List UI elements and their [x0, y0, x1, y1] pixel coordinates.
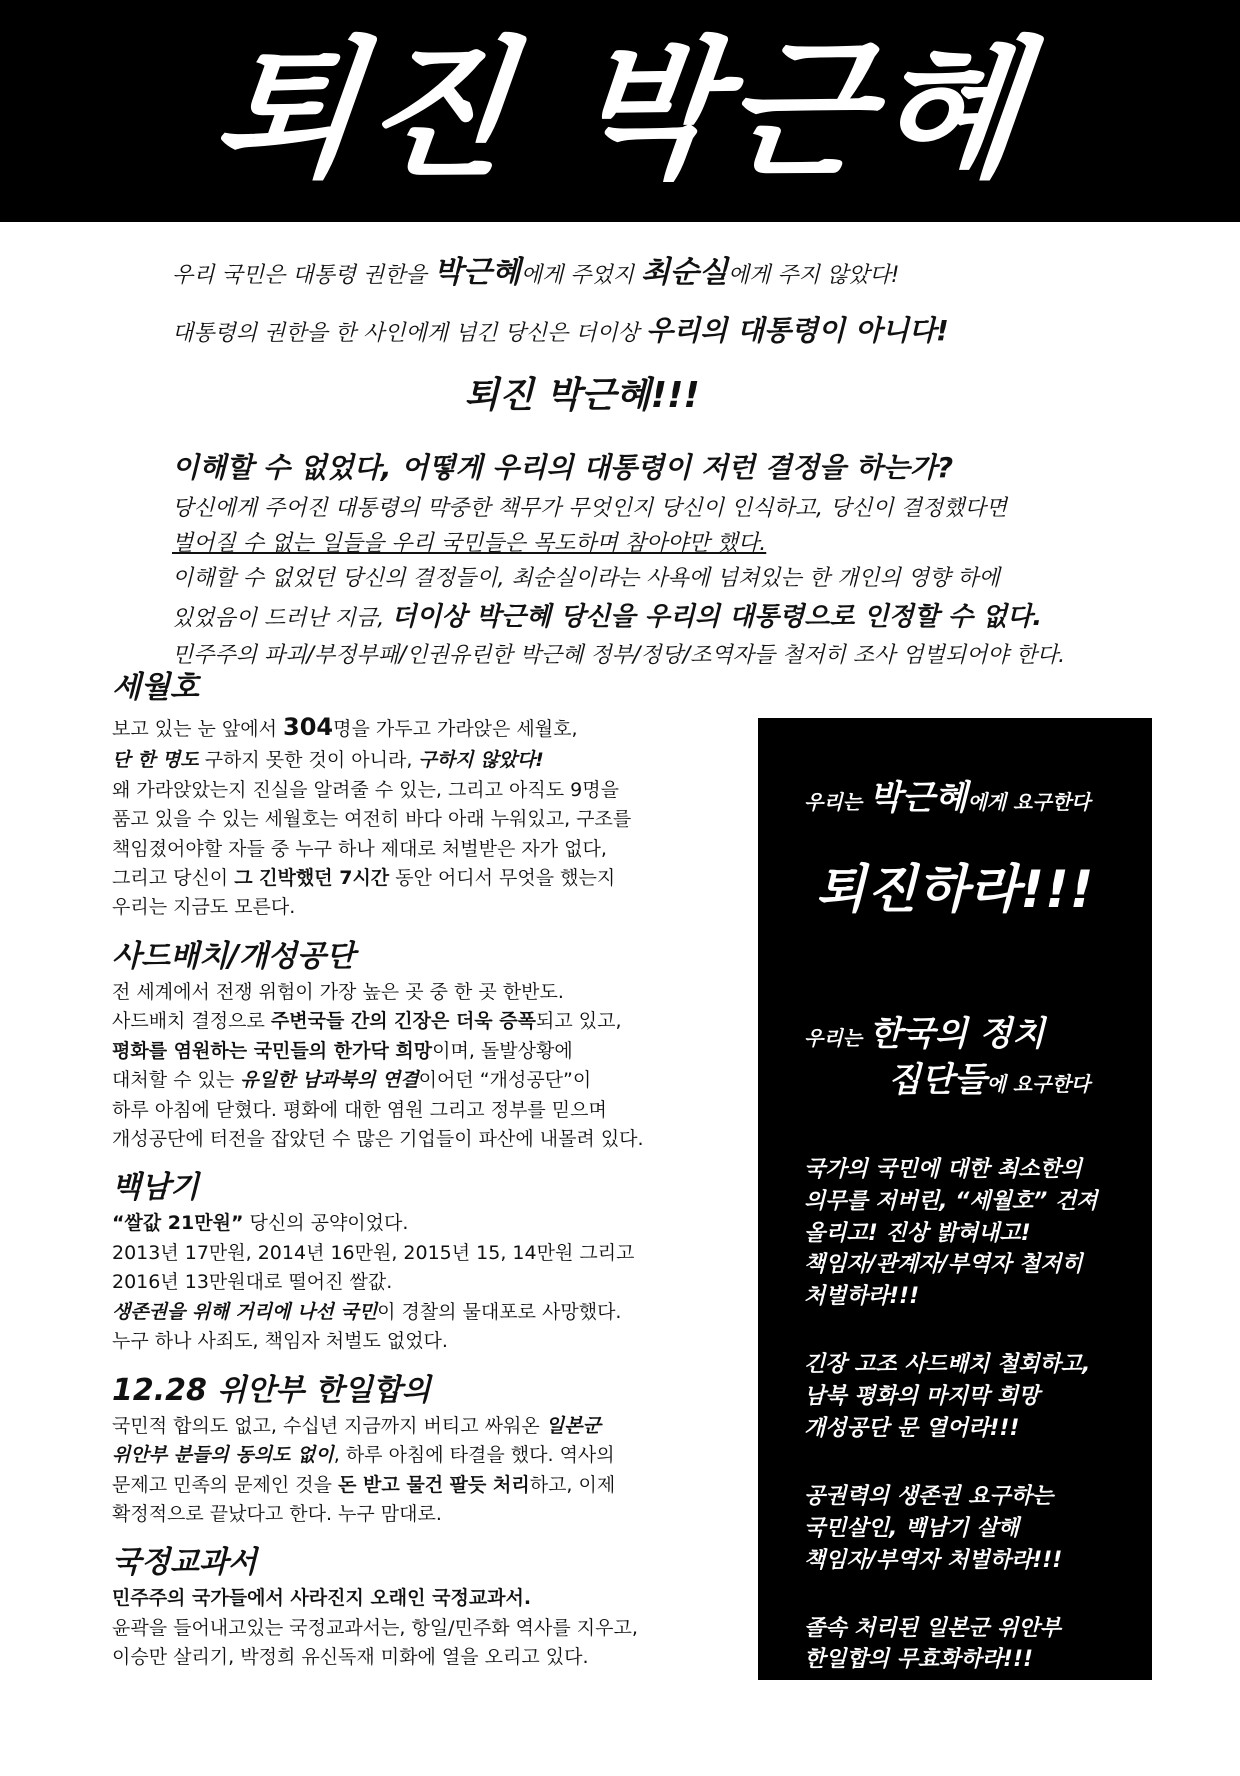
section-title: 사드배치/개성공단 — [112, 938, 355, 974]
text: 사드배치 결정으로 — [112, 1010, 271, 1033]
emphasis: 304 — [283, 713, 334, 741]
text: , 하루 아침에 타결을 했다. 역사의 — [333, 1444, 615, 1467]
demand-line: 국정교과서 폐지하라!!! — [804, 1747, 1034, 1773]
section-line: 2016년 13만원대로 떨어진 쌀값. — [112, 1271, 393, 1294]
text: 구하지 못한 것이 아니라, — [198, 749, 419, 772]
emphasis: 우리의 대통령이 아니다! — [646, 313, 949, 347]
section-sewol — [112, 668, 722, 923]
section-title: 12.28 위안부 한일합의 — [112, 1372, 431, 1408]
demand-line: 긴장 고조 사드배치 철회하고, — [804, 1352, 1091, 1378]
section-line: 왜 가라앉았는지 진실을 알려줄 수 있는, 그리고 아직도 9명을 — [112, 778, 619, 801]
text: 하고, 이제 — [529, 1473, 616, 1496]
emphasis: 평화를 염원하는 국민들의 한가닥 희망 — [112, 1039, 433, 1062]
text: 우리는 — [804, 1026, 869, 1050]
section-line — [112, 1584, 722, 1613]
section-line: 윤곽을 들어내고있는 국정교과서는, 항일/민주화 역사를 지우고, — [112, 1616, 638, 1639]
emphasis: “쌀값 21만원” — [112, 1212, 244, 1235]
text: 우리는 — [804, 790, 869, 814]
section-title: 국정교과서 — [112, 1545, 257, 1581]
section-line — [112, 1037, 722, 1066]
emphasis: 유일한 남과북의 연결 — [240, 1069, 419, 1092]
demand-item-thaad — [804, 1349, 1122, 1445]
section-line: 2013년 17만원, 2014년 16만원, 2015년 15, 14만원 그리고 — [112, 1241, 635, 1264]
slogan: 퇴진 박근혜!!! — [464, 374, 700, 416]
text: 국민적 합의도 없고, 수십년 지금까지 버티고 싸워온 — [112, 1414, 546, 1437]
section-line: 우리는 지금도 모른다. — [112, 896, 296, 919]
section-line — [112, 1066, 722, 1095]
emphasis: 일본군 — [545, 1414, 601, 1437]
demand-line: 책임자/부역자 처벌하라!!! — [804, 1547, 1063, 1573]
emphasis: 구하지 않았다! — [418, 749, 544, 772]
emphasis: 더이상 박근혜 당신을 우리의 대통령으로 인정할 수 없다. — [391, 601, 1043, 632]
intro-line-1 — [172, 250, 1162, 297]
text: 이며, 돌발상황에 — [432, 1039, 573, 1062]
resign-cry: 퇴진하라!!! — [815, 860, 1095, 920]
text: 그리고 당신이 — [112, 866, 235, 889]
intro-para-line: 벌어질 수 없는 일들을 우리 국민들은 목도하며 참아야만 했다. — [172, 531, 767, 557]
text: 당신의 공약이었다. — [243, 1212, 409, 1235]
section-line — [112, 746, 722, 775]
text: 동안 어디서 무엇을 했는지 — [389, 866, 616, 889]
section-line: 하루 아침에 닫혔다. 평화에 대한 염원 그리고 정부를 믿으며 — [112, 1098, 607, 1121]
section-line: 확정적으로 끝났다고 한다. 누구 맘대로. — [112, 1502, 442, 1525]
demand-line: 국민살인, 백남기 살해 — [804, 1515, 1019, 1541]
intro-para-line — [172, 597, 1162, 639]
section-textbook — [112, 1543, 722, 1672]
demands-box — [758, 718, 1152, 1773]
section-line: 전 세계에서 전쟁 위험이 가장 높은 곳 중 한 곳 한반도. — [112, 980, 564, 1003]
intro-block — [172, 250, 1162, 673]
section-thaad — [112, 937, 722, 1155]
text: 보고 있는 눈 앞에서 — [112, 718, 283, 740]
demand-line: 국가의 국민에 대한 최소한의 — [804, 1156, 1083, 1182]
emphasis: 한국의 정치 — [868, 1014, 1045, 1054]
demand-to-park — [804, 770, 1122, 819]
text: 에게 주었지 — [520, 263, 641, 288]
emphasis: 그 긴박했던 7시간 — [234, 866, 390, 889]
section-line — [112, 709, 722, 746]
text: 문제고 민족의 문제인 것을 — [112, 1473, 339, 1496]
question-heading: 이해할 수 없었다, 어떻게 우리의 대통령이 저런 결정을 하는가? — [172, 450, 954, 484]
emphasis: 집단들 — [888, 1059, 987, 1100]
emphasis: 최순실 — [640, 255, 728, 290]
emphasis: 박근혜 — [433, 255, 521, 290]
text: 대통령의 권한을 한 사인에게 넘긴 당신은 더이상 — [172, 320, 646, 346]
section-line: 이승만 살리기, 박정희 유신독재 미화에 열을 오리고 있다. — [112, 1646, 589, 1669]
text: 에 요구한다 — [986, 1071, 1091, 1096]
section-line — [112, 1441, 722, 1470]
header-banner — [0, 0, 1240, 222]
section-comfort-women — [112, 1371, 722, 1530]
demand-item-textbook — [804, 1712, 1122, 1776]
intro-para-line: 민주주의 파괴/부정부패/인권유린한 박근혜 정부/정당/조역자들 철저히 조사 엄벌되어야 한다. — [172, 643, 1066, 669]
emphasis: 위안부 분들의 동의도 없이 — [112, 1444, 334, 1467]
intro-line-2 — [172, 309, 1162, 352]
intro-para-line: 이해할 수 없었던 당신의 결정들이, 최순실이라는 사욕에 넘쳐있는 한 개인의 영향 하에 — [172, 566, 1000, 592]
demand-to-parties — [804, 1012, 1122, 1104]
demand-line: 개성공단 문 열어라!!! — [804, 1416, 1020, 1442]
text: 에게 주지 않았다! — [727, 263, 900, 288]
emphasis: 민주주의 국가들에서 사라진지 오래인 국정교과서. — [112, 1587, 532, 1610]
demand-line: 남북 평화의 마지막 희망 — [804, 1384, 1040, 1410]
text: 이 경찰의 물대포로 사망했다. — [377, 1300, 622, 1323]
emphasis: 단 한 명도 — [112, 749, 199, 772]
page-title: 퇴진 박근혜 — [204, 24, 1036, 198]
section-line: 개성공단에 터전을 잡았던 수 많은 기업들이 파산에 내몰려 있다. — [112, 1128, 644, 1150]
demand-line: 처벌하라!!! — [804, 1284, 920, 1310]
demand-line: 민주주의 역행, 역사 왜곡 — [804, 1715, 1048, 1741]
section-line: 책임졌어야할 자들 중 누구 하나 제대로 처벌받은 자가 없다, — [112, 837, 607, 860]
demand-item-baek — [804, 1481, 1122, 1577]
section-title: 세월호 — [112, 670, 199, 705]
demand-line: 올리고! 진상 밝혀내고! — [804, 1220, 1031, 1246]
text: 우리 국민은 대통령 권한을 — [172, 263, 434, 288]
text: 되고 있고, — [535, 1010, 622, 1033]
demand-line: 책임자/관계자/부역자 철저히 — [804, 1252, 1083, 1278]
section-baek — [112, 1168, 722, 1356]
emphasis: 생존권을 위해 거리에 나선 국민 — [112, 1300, 378, 1323]
section-line — [112, 1471, 722, 1500]
text: 이어던 “개성공단”이 — [418, 1069, 592, 1092]
emphasis: 주변국들 간의 긴장은 더욱 증폭 — [270, 1010, 536, 1033]
demand-line: 졸속 처리된 일본군 위안부 — [804, 1615, 1061, 1641]
section-line: 누구 하나 사죄도, 책임자 처벌도 없었다. — [112, 1330, 448, 1353]
demand-item-comfort-women — [804, 1613, 1122, 1677]
issues-column — [112, 668, 722, 1687]
section-line — [112, 1007, 722, 1036]
demand-line: 한일합의 무효화하라!!! — [804, 1647, 1034, 1673]
section-line: 품고 있을 수 있는 세월호는 여전히 바다 아래 누워있고, 구조를 — [112, 808, 632, 831]
intro-para-line: 당신에게 주어진 대통령의 막중한 책무가 무엇인지 당신이 인식하고, 당신이 결정했다면 — [172, 496, 1008, 522]
text: 대처할 수 있는 — [112, 1069, 241, 1092]
demand-line: 의무를 저버린, “세월호” 건져 — [804, 1188, 1098, 1214]
section-line — [112, 864, 722, 893]
text: 에게 요구한다 — [967, 790, 1091, 814]
indent-line — [804, 1058, 1122, 1104]
text: 명을 가두고 가라앉은 세월호, — [333, 718, 578, 740]
demand-line: 공권력의 생존권 요구하는 — [804, 1483, 1054, 1509]
section-line — [112, 1209, 722, 1238]
section-title: 백남기 — [112, 1170, 199, 1206]
text: 있었음이 드러난 지금, — [172, 605, 392, 631]
section-line — [112, 1412, 722, 1441]
emphasis: 돈 받고 물건 팔듯 처리 — [338, 1473, 530, 1496]
emphasis: 박근혜 — [868, 778, 968, 818]
demand-item-sewol — [804, 1154, 1122, 1313]
section-line — [112, 1298, 722, 1327]
